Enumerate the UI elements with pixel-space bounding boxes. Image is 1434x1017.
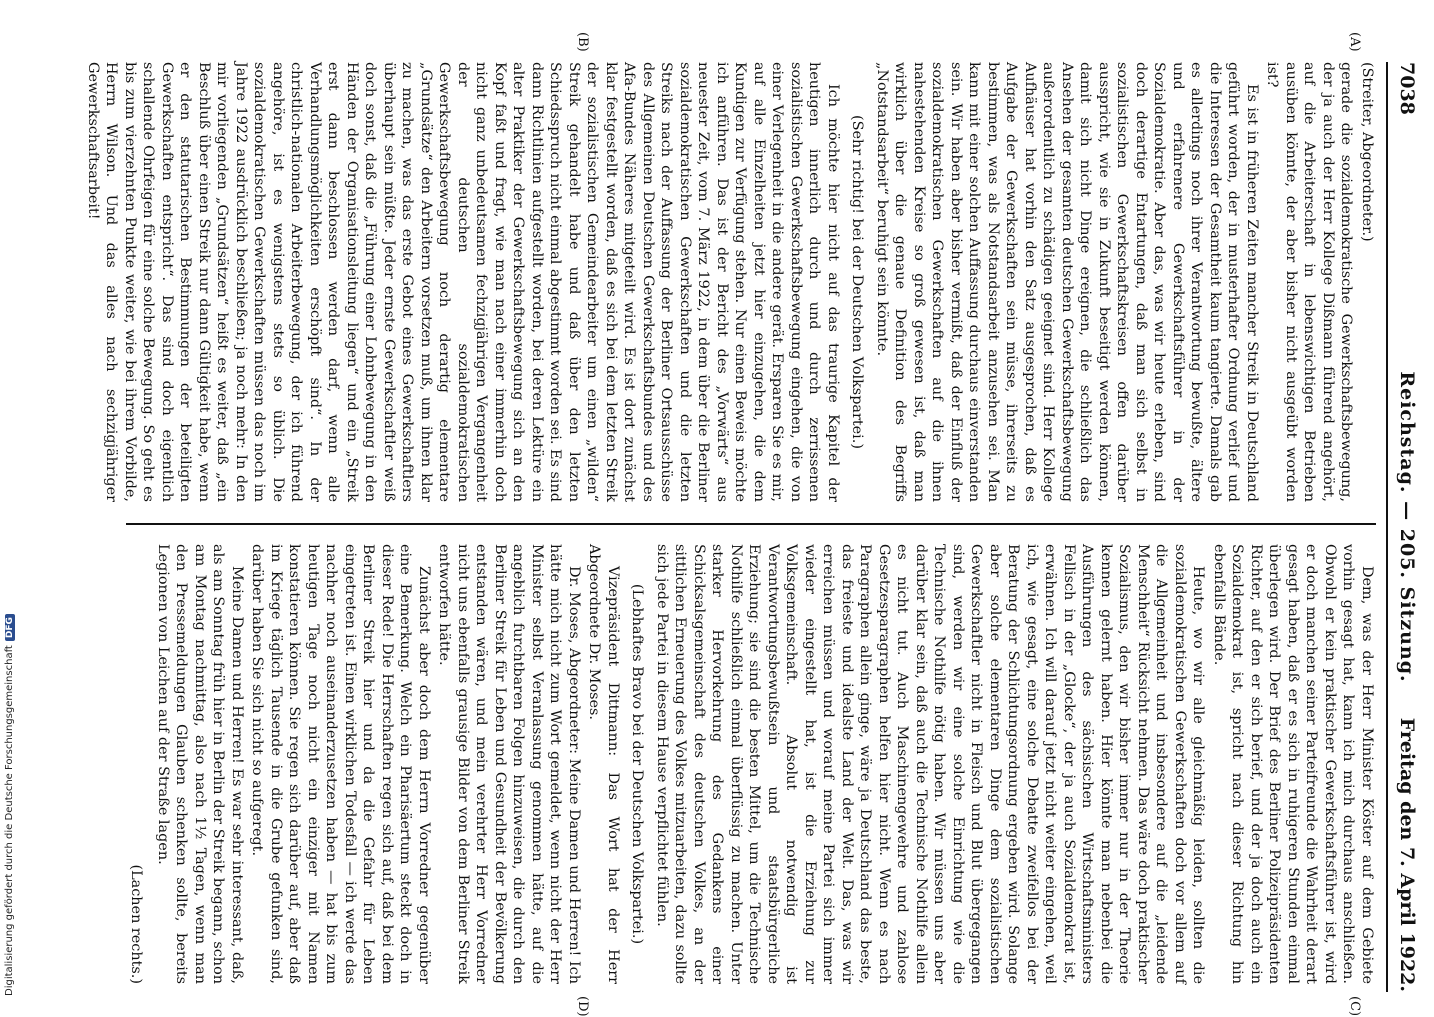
page-title: Reichstag. — 205. Sitzung. [1396, 371, 1418, 683]
paragraph: Vizepräsident Dittmann: Das Wort hat der Herr Abgeordnete Dr. Moses. [586, 544, 621, 984]
credit-text: Digitalisierung gefördert durch die Deutsche Forschungsgemeinschaft [4, 645, 15, 996]
left-column [85, 62, 1376, 502]
paragraph: Dr. Moses, Abgeordneter: Meine Damen und Herren! Ich hätte mich nicht zum Wort gemeldet, wenn nicht der Herr Minister selbst Veranlassung genommen hätte, auf die angeblich furchtbaren Folgen hinzuweisen, die durch den Berliner Streik für Leben und Gesundheit der Bevölkerung entstanden wären, und mein verehrter Herr Vorredner nicht uns ebenfalls grausige Bilder von dem Berliner Streik entworfen hätte. [436, 544, 582, 984]
margin-mark-a: (A) [1347, 32, 1362, 52]
digitization-credit [4, 0, 20, 996]
paragraph: Dem, was der Herr Minister Köster auf dem Gebiete vorhin gesagt hat, kann ich mich durchaus anschließen. Obwohl er kein praktischer Gewerkschaftsführer ist, wird er doch manchen seiner Parteifreunde die Wahrheit derart gesagt haben, daß er es sich in ruhigeren Stunden einmal überlegen wird. Der Brief des Berliner Polizeipräsidenten Richter, auf den er sich berief, und der ja doch auch ein Sozialdemokrat ist, spricht nach dieser Richtung hin ebenfalls Bände. [1211, 544, 1375, 984]
paragraph: Ich möchte hier nicht auf das traurige Kapitel der heutigen innerlich durch und durch zerrissenen sozialistischen Gewerkschaftsbewegung eingehen, die von einer Verlegenheit in die andere gerät. Ersparen Sie es mir, auf alle Einzelheiten jetzt hier einzugehen, die dem Kundigen zur Verfügung stehen. Nur einen Beweis möchte ich anführen. Das ist der Bericht des „Vorwärts“ aus neuester Zeit, vom 7. März 1922, in dem über die Berliner sozialdemokratischen Gewerkschaften und die letzten Streiks nach der Auffassung der Berliner Ortsausschüsse des Allgemeinen Deutschen Gewerkschaftsbundes und des Afa-Bundes Näheres mitgeteilt wird. Es ist dort zunächst klar festgestellt worden, daß es sich bei dem letzten Streik der sozialistischen Gemeindearbeiter um einen „wilden“ Streik gehandelt habe und daß über den letzten Schiedsspruch nicht einmal abgestimmt worden sei. Es sind dann Richtlinien aufgestellt worden, bei deren Lektüre ein alter Praktiker der Gewerkschaftsbewegung sich an den Kopf faßt und fragt, wie man nach einer immerhin doch nicht ganz unbedeutsamen fechzigjährigen Vergangenheit der deutschen sozialdemokratischen Gewerkschaftsbewegung noch derartig elementare „Grundsätze“ den Arbeitern vorsetzen muß, um ihnen klar zu machen, was das erste Gebot eines Gewerkschaftlers überhaupt sein müßte. Jeder ernste Gewerkschaftler weiß doch sonst, daß die „Führung einer Lohnbewegung in den Händen der Organisationsleitung liegen“ und ein „Streik erst dann beschlossen werden darf, wenn alle Verhandlungsmöglichkeiten erschöpft sind“. In der christlich-nationalen Arbeiterbewegung, der ich führend angehöre, ist es wenigstens stets so üblich. Die sozialdemokratischen Gewerkschaften müssen das noch im Jahre 1922 ausdrücklich beschließen; ja noch mehr: In den mir vorliegenden „Grundsätzen“ heißt es weiter, daß „ein Beschluß über einen Streik nur dann Gültigkeit habe, wenn er den statutarischen Bestimmungen der beteiligten Gewerkschaften entspricht“. Das sind doch eigentlich schallende Ohrfeigen für eine solche Bewegung. So geht es bis zum vierzehnten Punkte weiter, wie bei ihrem Vorbilde, Herrn Wilson. Und das alles nach sechzigjähriger Gewerkschaftsarbeit! [85, 62, 841, 502]
margin-mark-c: (C) [1347, 996, 1362, 1017]
page-number: 7038 [1396, 62, 1418, 115]
paragraph: Zunächst aber doch dem Herrn Vorredner gegenüber eine Bemerkung. Welch ein Pharisäertum steckt doch in dieser Rede! Die Herrschaften regen sich auf, daß bei dem Berliner Streik hier und da die Gefahr für Leben eingetreten ist. Einen wirklichen Todesfall — ich werde das nachher noch auseinanderzusetzen haben — hat bis zum heutigen Tage noch nicht ein einziger mit Namen konstatieren können. Sie regen sich darüber auf, aber daß im Kriege täglich Tausende in die Grube gefunken sind, darüber haben Sie sich nicht so aufgeregt. [249, 544, 432, 984]
speaker-note: (Streiter, Abgeordneter.) [1359, 62, 1375, 242]
page-header [1386, 62, 1420, 992]
paragraph: Meine Damen und Herren! Es war sehr interessant, daß, als am Sonntag früh hier in Berlin der Streik begann, schon am Montag nachmittag, also nach 1½ Tagen, wenn man den Pressemeldungen Glauben schenken sollte, bereits Legionen von Leichen auf der Straße lagen. [155, 544, 245, 984]
document-page [80, 32, 1420, 1017]
dfg-logo: DFG [5, 614, 15, 641]
interjection: (Lachen rechts.) [128, 864, 145, 984]
margin-mark-d: (D) [575, 996, 590, 1017]
session-date: Freitag den 7. April 1922. [1396, 717, 1418, 992]
right-column [116, 544, 1376, 984]
margin-mark-b: (B) [575, 32, 590, 52]
interjection: (Lebhaftes Bravo bei der Deutschen Volkspartei.) [629, 583, 646, 945]
paragraph: gerade die sozialdemokratische Gewerkschaftsbewegung, der ja auch der Herr Kollege Dißmann führend angehört, auf die Arbeiterschaft in lebenswichtigen Betrieben ausüben könnte, der aber bisher nicht ausgeübt worden ist? [1264, 62, 1355, 502]
column-divider [126, 523, 1376, 525]
paragraph: Es ist in früheren Zeiten mancher Streik in Deutschland geführt worden, der in musterhafter Ordnung verlief und die Interessen der Gesamtheit kaum tangierte. Damals gab es allerdings noch ihrer Verantwortung bewußte, ältere und erfahrenere Gewerkschaftsführer in der Sozialdemokratie. Aber das, was wir heute erleben, sind doch derartige Entartungen, daß man sich selbst in sozialistischen Gewerkschaftskreisen offen darüber ausspricht, wie sie in Zukunft beseitigt werden können, damit sich nicht Dinge ereignen, die schließlich das Ansehen der gesamten deutschen Gewerkschaftsbewegung außerordentlich zu schädigen geeignet sind. Herr Kollege Aufhäuser hat vorhin den Satz ausgesprochen, daß es Aufgabe der Gewerkschaften sein müsse, ihrerseits zu bestimmen, was als Notstandsarbeit anzusehen sei. Man kann mit einer solchen Auffassung durchaus einverstanden sein. Wir haben aber bisher vermißt, daß der Einfluß der sozialdemokratischen Gewerkschaften auf die ihnen nahestehenden Kreise so groß gewesen ist, daß man wirklich über die genaue Definition des Begriffs „Notstandsarbeit“ beruhigt sein könnte. [874, 62, 1260, 502]
interjection: (Sehr richtig! bei der Deutschen Volkspartei.) [849, 115, 866, 449]
paragraph: Heute, wo wir alle gleichmäßig leiden, sollten die sozialdemokratischen Gewerkschaften doch vor allem auf die Allgemeinheit und insbesondere auf die „leidende Menschheit“ Rücksicht nehmen. Das wäre doch praktischer Sozialismus, den wir bisher immer nur in der Theorie kennen gelernt haben. Hier könnte man nebenbei die Ausführungen des sächsischen Wirtschaftsministers Fellisch in der „Glocke“, der ja auch Sozialdemokrat ist, erwähnen. Ich will darauf jetzt nicht weiter eingehen, weil ich, wie gesagt, eine solche Debatte zweifellos bei der Beratung der Schlichtungsordnung ergeben wird. Solange aber solche elementaren Dinge dem sozialistischen Gewerkschaftler nicht in Fleisch und Blut übergegangen sind, werden wir eine solche Einrichtung wie die Technische Nothilfe nötig haben. Wir müssen uns aber darüber klar sein, daß auch die Technische Nothilfe allein es nicht tut. Auch Maschinengewehre und zahlose Gesetzesparagraphen helfen hier nicht. Wenn es nach Paragraphen allein ginge, wäre ja Deutschland das beste, das freieste und idealste Land der Welt. Das, was wir erreichen müssen und worauf meine Partei sich immer wieder eingestellt hat, ist die Erziehung zur Volksgemeinschaft. Absolut notwendig ist Verantwortungsbewußtsein und staatsbürgerliche Erziehung; sie sind die besten Mittel, um die Technische Nothilfe schließlich einmal überflüssig zu machen. Unter starker Hervorkehrung des Gedankens einer Schicksalsgemeinschaft des deutschen Volkes, an der sittlichen Erneuerung des Volkes mitzuarbeiten, dazu sollte sich jede Partei in diesem Hause verpflichtet fühlen. [654, 544, 1207, 984]
